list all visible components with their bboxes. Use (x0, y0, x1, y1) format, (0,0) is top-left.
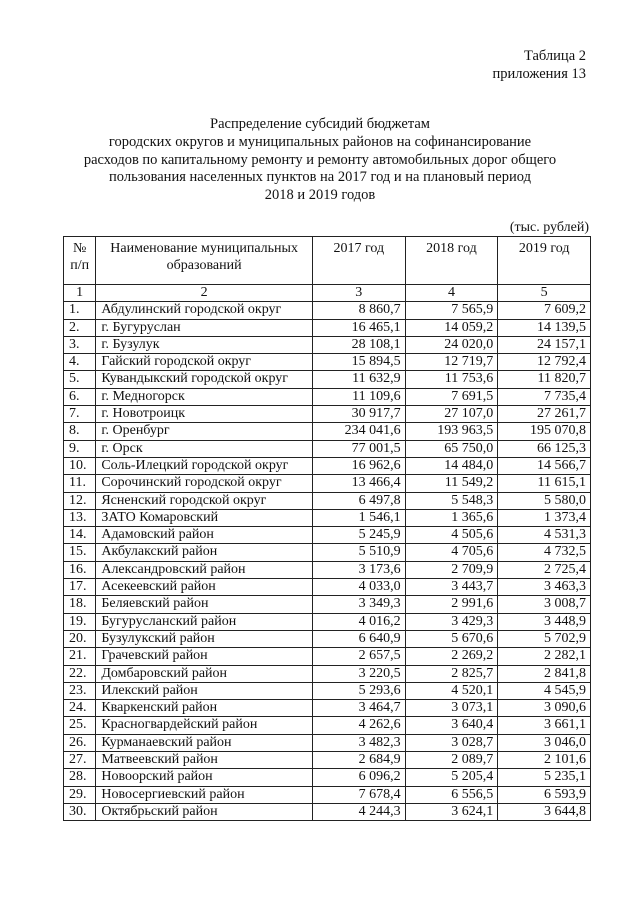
table-row (64, 613, 591, 630)
value-2018: 2 089,7 (405, 752, 498, 769)
value-2017: 3 349,3 (312, 596, 405, 613)
row-number: 27. (64, 752, 96, 769)
municipality-name: Курманаевский район (96, 734, 313, 751)
table-row (64, 509, 591, 526)
municipality-name: Кувандыкский городской округ (96, 371, 313, 388)
value-2019: 11 820,7 (498, 371, 591, 388)
row-number: 16. (64, 561, 96, 578)
caption-table-number: Таблица 2 (523, 48, 586, 64)
value-2018: 12 719,7 (405, 354, 498, 371)
column-index: 3 (312, 285, 405, 302)
row-number: 15. (64, 544, 96, 561)
value-2019: 3 448,9 (498, 613, 591, 630)
value-2017: 11 109,6 (312, 388, 405, 405)
municipality-name: Кваркенский район (96, 700, 313, 717)
value-2018: 4 520,1 (405, 682, 498, 699)
value-2017: 77 001,5 (312, 440, 405, 457)
value-2019: 5 235,1 (498, 769, 591, 786)
value-2019: 2 841,8 (498, 665, 591, 682)
row-number: 20. (64, 630, 96, 647)
value-2018: 5 205,4 (405, 769, 498, 786)
title-line: расходов по капитальному ремонту и ремонту автомобильных дорог общего (83, 151, 557, 168)
value-2018: 24 020,0 (405, 336, 498, 353)
municipality-name: Новоорский район (96, 769, 313, 786)
value-2017: 3 464,7 (312, 700, 405, 717)
row-number: 12. (64, 492, 96, 509)
value-2018: 3 028,7 (405, 734, 498, 751)
table-header-row (64, 237, 591, 285)
column-index: 4 (405, 285, 498, 302)
table-row (64, 682, 591, 699)
value-2019: 24 157,1 (498, 336, 591, 353)
table-row (64, 630, 591, 647)
municipality-name: Александровский район (96, 561, 313, 578)
municipality-name: Новосергиевский район (96, 786, 313, 803)
value-2019: 3 008,7 (498, 596, 591, 613)
value-2017: 4 033,0 (312, 579, 405, 596)
row-number: 9. (64, 440, 96, 457)
caption-appendix: приложения 13 (492, 66, 586, 82)
value-2017: 6 640,9 (312, 630, 405, 647)
value-2018: 4 505,6 (405, 527, 498, 544)
value-2019: 5 580,0 (498, 492, 591, 509)
value-2019: 3 090,6 (498, 700, 591, 717)
row-number: 19. (64, 613, 96, 630)
municipality-name: Акбулакский район (96, 544, 313, 561)
table-row (64, 302, 591, 319)
row-number: 10. (64, 457, 96, 474)
value-2018: 3 640,4 (405, 717, 498, 734)
value-2017: 5 245,9 (312, 527, 405, 544)
value-2019: 7 735,4 (498, 388, 591, 405)
value-2017: 11 632,9 (312, 371, 405, 388)
table-row (64, 803, 591, 820)
value-2017: 3 173,6 (312, 561, 405, 578)
row-number: 21. (64, 648, 96, 665)
row-number: 25. (64, 717, 96, 734)
column-index: 5 (498, 285, 591, 302)
value-2017: 2 657,5 (312, 648, 405, 665)
row-number: 29. (64, 786, 96, 803)
municipality-name: г. Новотроицк (96, 406, 313, 423)
table-row (64, 457, 591, 474)
row-number: 26. (64, 734, 96, 751)
column-index-row (64, 285, 591, 302)
municipality-name: Беляевский район (96, 596, 313, 613)
row-number: 11. (64, 475, 96, 492)
table-row (64, 371, 591, 388)
table-row (64, 717, 591, 734)
value-2017: 13 466,4 (312, 475, 405, 492)
municipality-name: Асекеевский район (96, 579, 313, 596)
value-2019: 4 545,9 (498, 682, 591, 699)
row-number: 5. (64, 371, 96, 388)
row-number: 17. (64, 579, 96, 596)
municipality-name: Сорочинский городской округ (96, 475, 313, 492)
row-number: 2. (64, 319, 96, 336)
header-2018: 2018 год (405, 237, 498, 285)
value-2019: 27 261,7 (498, 406, 591, 423)
document-title (60, 116, 580, 205)
municipality-name: Илекский район (96, 682, 313, 699)
municipality-name: Гайский городской округ (96, 354, 313, 371)
table-row (64, 544, 591, 561)
value-2017: 6 096,2 (312, 769, 405, 786)
value-2018: 14 059,2 (405, 319, 498, 336)
table-row (64, 596, 591, 613)
table-row (64, 354, 591, 371)
municipality-name: г. Орск (96, 440, 313, 457)
value-2018: 27 107,0 (405, 406, 498, 423)
table-row (64, 475, 591, 492)
table-row (64, 700, 591, 717)
header-num: № п/п (64, 237, 96, 285)
table-row (64, 665, 591, 682)
value-2017: 6 497,8 (312, 492, 405, 509)
municipality-name: Соль-Илецкий городской округ (96, 457, 313, 474)
title-line: пользования населенных пунктов на 2017 год и на плановый период (109, 169, 531, 186)
row-number: 30. (64, 803, 96, 820)
value-2019: 3 046,0 (498, 734, 591, 751)
value-2017: 4 016,2 (312, 613, 405, 630)
row-number: 18. (64, 596, 96, 613)
value-2017: 4 244,3 (312, 803, 405, 820)
table-row (64, 492, 591, 509)
municipality-name: Бузулукский район (96, 630, 313, 647)
value-2017: 5 293,6 (312, 682, 405, 699)
value-2018: 193 963,5 (405, 423, 498, 440)
value-2018: 2 269,2 (405, 648, 498, 665)
row-number: 14. (64, 527, 96, 544)
title-line: 2018 и 2019 годов (264, 187, 376, 204)
municipality-name: г. Медногорск (96, 388, 313, 405)
row-number: 13. (64, 509, 96, 526)
title-line: городских округов и муниципальных районов на софинансирование (108, 133, 532, 150)
row-number: 7. (64, 406, 96, 423)
municipality-name: Домбаровский район (96, 665, 313, 682)
value-2019: 3 661,1 (498, 717, 591, 734)
row-number: 6. (64, 388, 96, 405)
table-row (64, 786, 591, 803)
value-2019: 3 644,8 (498, 803, 591, 820)
value-2017: 28 108,1 (312, 336, 405, 353)
value-2017: 7 678,4 (312, 786, 405, 803)
units-label: (тыс. рублей) (509, 220, 589, 235)
value-2018: 11 753,6 (405, 371, 498, 388)
row-number: 24. (64, 700, 96, 717)
table-row (64, 388, 591, 405)
municipality-name: Абдулинский городской округ (96, 302, 313, 319)
municipality-name: Октябрьский район (96, 803, 313, 820)
header-name: Наименование муниципальных образований (96, 237, 313, 285)
value-2019: 2 101,6 (498, 752, 591, 769)
value-2018: 3 443,7 (405, 579, 498, 596)
table-row (64, 527, 591, 544)
municipality-name: Матвеевский район (96, 752, 313, 769)
value-2018: 3 429,3 (405, 613, 498, 630)
value-2018: 2 991,6 (405, 596, 498, 613)
municipality-name: г. Бузулук (96, 336, 313, 353)
header-2017: 2017 год (312, 237, 405, 285)
table-row (64, 579, 591, 596)
row-number: 1. (64, 302, 96, 319)
table-row (64, 752, 591, 769)
value-2019: 1 373,4 (498, 509, 591, 526)
value-2017: 4 262,6 (312, 717, 405, 734)
value-2017: 5 510,9 (312, 544, 405, 561)
table-row (64, 319, 591, 336)
municipality-name: Адамовский район (96, 527, 313, 544)
value-2019: 14 566,7 (498, 457, 591, 474)
municipality-name: Бугурусланский район (96, 613, 313, 630)
row-number: 4. (64, 354, 96, 371)
table-row (64, 734, 591, 751)
value-2018: 2 709,9 (405, 561, 498, 578)
value-2018: 5 670,6 (405, 630, 498, 647)
document-caption (493, 47, 586, 83)
table-row (64, 769, 591, 786)
value-2017: 1 546,1 (312, 509, 405, 526)
value-2017: 15 894,5 (312, 354, 405, 371)
table-row (64, 406, 591, 423)
row-number: 22. (64, 665, 96, 682)
municipality-name: г. Бугуруслан (96, 319, 313, 336)
value-2017: 3 220,5 (312, 665, 405, 682)
value-2018: 4 705,6 (405, 544, 498, 561)
table-row (64, 648, 591, 665)
municipality-name: Красногвардейский район (96, 717, 313, 734)
value-2019: 3 463,3 (498, 579, 591, 596)
municipality-name: Грачевский район (96, 648, 313, 665)
value-2018: 6 556,5 (405, 786, 498, 803)
value-2018: 7 691,5 (405, 388, 498, 405)
value-2017: 8 860,7 (312, 302, 405, 319)
value-2018: 65 750,0 (405, 440, 498, 457)
value-2018: 2 825,7 (405, 665, 498, 682)
value-2017: 16 962,6 (312, 457, 405, 474)
column-index: 2 (96, 285, 313, 302)
value-2017: 2 684,9 (312, 752, 405, 769)
value-2019: 2 282,1 (498, 648, 591, 665)
value-2019: 11 615,1 (498, 475, 591, 492)
row-number: 3. (64, 336, 96, 353)
subsidies-table (63, 236, 591, 821)
value-2018: 3 624,1 (405, 803, 498, 820)
row-number: 28. (64, 769, 96, 786)
value-2018: 5 548,3 (405, 492, 498, 509)
value-2018: 7 565,9 (405, 302, 498, 319)
value-2019: 14 139,5 (498, 319, 591, 336)
table-row (64, 440, 591, 457)
table-row (64, 561, 591, 578)
value-2017: 3 482,3 (312, 734, 405, 751)
value-2018: 11 549,2 (405, 475, 498, 492)
value-2017: 30 917,7 (312, 406, 405, 423)
municipality-name: Ясненский городской округ (96, 492, 313, 509)
value-2019: 4 531,3 (498, 527, 591, 544)
row-number: 23. (64, 682, 96, 699)
value-2019: 66 125,3 (498, 440, 591, 457)
value-2019: 12 792,4 (498, 354, 591, 371)
value-2019: 2 725,4 (498, 561, 591, 578)
value-2018: 3 073,1 (405, 700, 498, 717)
municipality-name: г. Оренбург (96, 423, 313, 440)
table-row (64, 336, 591, 353)
title-line: Распределение субсидий бюджетам (210, 116, 430, 132)
value-2019: 5 702,9 (498, 630, 591, 647)
value-2019: 4 732,5 (498, 544, 591, 561)
row-number: 8. (64, 423, 96, 440)
value-2019: 195 070,8 (498, 423, 591, 440)
header-2019: 2019 год (498, 237, 591, 285)
table-row (64, 423, 591, 440)
municipality-name: ЗАТО Комаровский (96, 509, 313, 526)
value-2017: 234 041,6 (312, 423, 405, 440)
value-2018: 1 365,6 (405, 509, 498, 526)
value-2019: 7 609,2 (498, 302, 591, 319)
column-index: 1 (64, 285, 96, 302)
value-2017: 16 465,1 (312, 319, 405, 336)
value-2018: 14 484,0 (405, 457, 498, 474)
value-2019: 6 593,9 (498, 786, 591, 803)
